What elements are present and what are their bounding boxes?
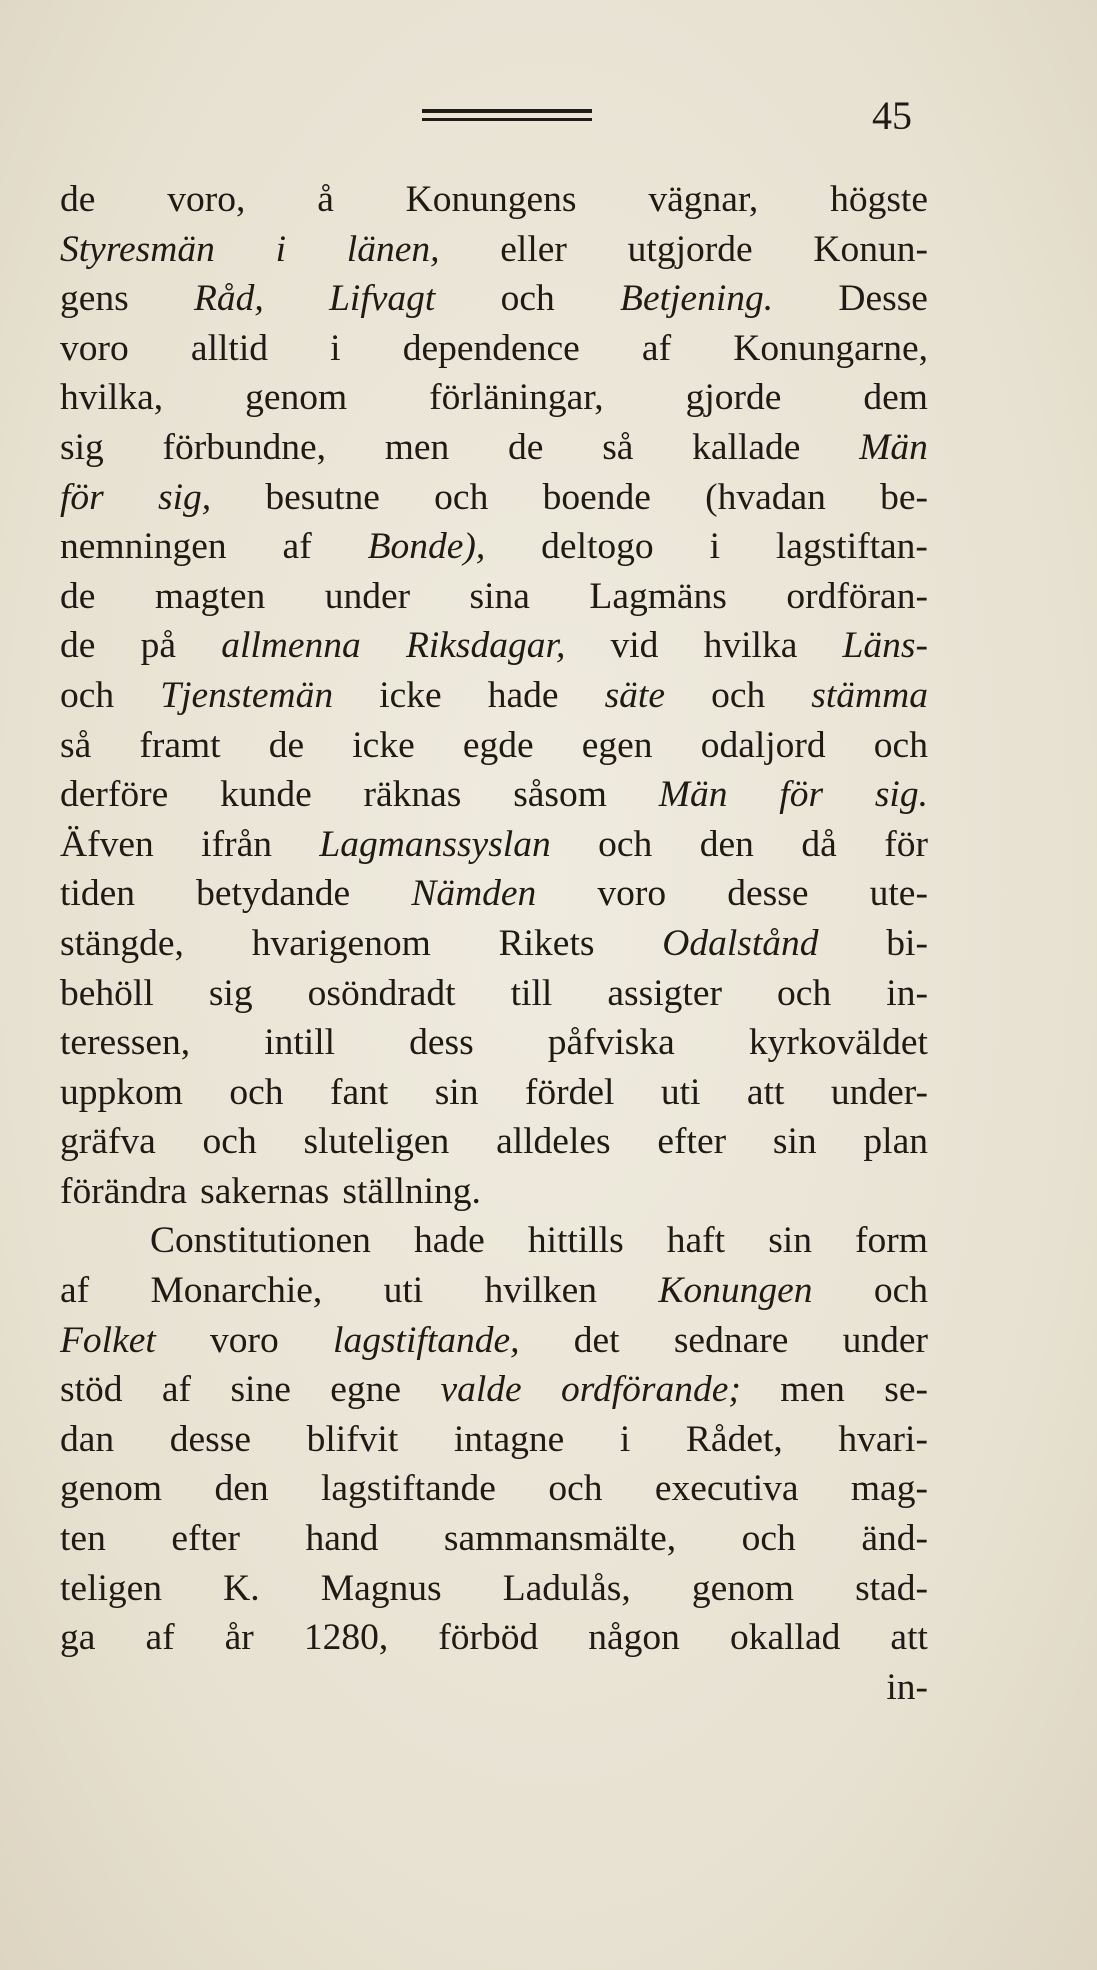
word: plan [863,1121,928,1163]
word: kyrkoväldet [748,1022,928,1064]
word: bi- [886,922,928,964]
word: och [711,674,766,716]
word: Rikets [498,922,595,964]
word: och [548,1468,603,1510]
word: egde [462,724,534,766]
word: efter [657,1121,727,1163]
word: voro [210,1319,279,1361]
word: se- [884,1369,928,1411]
word: hade [487,674,559,716]
text-line [60,621,928,671]
text-line [60,1464,928,1514]
word: af [60,1270,90,1312]
word: dan [60,1418,115,1460]
word: sednare [673,1319,789,1361]
text-line [60,175,928,225]
word: i [330,327,341,369]
word: Män [658,774,728,816]
word: på [140,625,176,667]
word: såsom [513,774,607,816]
word: voro [597,873,667,915]
word: sig. [874,774,928,816]
text-line [60,423,928,473]
word: änd- [861,1518,928,1560]
word: framt [139,724,221,766]
word: Betjening. [620,278,774,320]
word: Desse [838,278,928,320]
word: de [508,426,544,468]
word: gens [60,278,129,320]
text-line [60,473,928,523]
word: valde [440,1369,522,1411]
word: boende [542,476,651,518]
word: och [60,674,115,716]
word: Riksdagar, [405,625,566,667]
word: sammansmälte, [443,1518,677,1560]
word: Män [859,426,928,468]
word: förändra [60,1170,188,1212]
word: för [884,823,928,865]
word: ga [60,1617,96,1659]
word: sig, [158,476,212,518]
word: Konungen [658,1270,813,1312]
text-line [60,919,928,969]
word: till [510,972,553,1014]
word: assigter [607,972,722,1014]
word: sine [230,1369,291,1411]
word: mag- [850,1468,928,1510]
text-line [60,1216,928,1266]
word: och [598,823,653,865]
word: sig [208,972,253,1014]
word: stämma [811,674,928,716]
word: år [224,1617,254,1659]
text-line [60,1117,928,1167]
word: Lagmäns [589,575,727,617]
word: då [801,823,837,865]
text-line [60,1564,928,1614]
word: men [780,1369,845,1411]
word: in- [886,1666,928,1708]
word: af [145,1617,175,1659]
word: voro [60,327,129,369]
word: okallad [729,1617,841,1659]
word: osöndradt [307,972,456,1014]
text-line [60,1613,928,1663]
word: dependence [402,327,580,369]
word: förbundne, [162,426,326,468]
word: de [60,575,96,617]
word: Bonde), [367,526,486,568]
text-line [60,1663,928,1713]
word: Läns- [842,625,928,667]
word: uti [383,1270,424,1312]
word: fördel [524,1071,615,1113]
word: ifrån [201,823,272,865]
word: säte [604,674,666,716]
text-line [60,721,928,771]
word: hvari- [838,1418,928,1460]
word: haft [666,1220,726,1262]
word: Konungens [405,179,577,220]
word: ute- [869,873,928,915]
text-line [60,1415,928,1465]
word: Konungarne, [733,327,928,369]
word: tiden [60,873,135,915]
word: Odalstånd [662,922,819,964]
word: sin [768,1220,812,1262]
word: de [60,625,96,667]
text-line [60,869,928,919]
word: (hvadan [705,476,826,518]
word: dess [409,1022,474,1064]
word: Monarchie, [150,1270,323,1312]
word: kallade [692,426,801,468]
word: utgjorde [627,228,753,270]
word: blifvit [306,1418,399,1460]
text-line [60,1018,928,1068]
word: för [60,476,104,518]
text-line [60,1266,928,1316]
text-line [60,820,928,870]
text-line [60,1514,928,1564]
word: egen [581,724,653,766]
header-rule [422,109,592,121]
word: lagstiftan- [775,526,928,568]
body-text [60,175,928,1712]
word: sin [772,1121,817,1163]
word: förböd [438,1617,539,1659]
word: efter [171,1518,241,1560]
word: intill [264,1022,336,1064]
word: stöd [60,1369,123,1411]
word: de [60,179,96,220]
word: egne [330,1369,402,1411]
word: Tjenstemän [160,674,334,716]
text-line [60,1068,928,1118]
word: voro, [167,179,246,220]
word: Lifvagt [329,278,436,320]
word: desse [169,1418,251,1460]
word: af [641,327,672,369]
word: men [384,426,450,468]
word: hvilken [484,1270,598,1312]
word: fant [329,1071,389,1113]
text-line [60,1365,928,1415]
text-line [60,770,928,820]
word: af [282,526,312,568]
word: form [855,1220,928,1262]
word: hittills [527,1220,624,1262]
word: i [619,1418,631,1460]
word: under [842,1319,928,1361]
word: sakernas [200,1170,330,1212]
text-line [60,1167,928,1217]
word: den [214,1468,269,1510]
word: och [229,1071,284,1113]
text-line [60,324,928,374]
word: högste [830,179,928,220]
word: räknas [363,774,462,816]
word: någon [588,1617,680,1659]
word: länen, [346,228,440,270]
word: sluteligen [303,1121,450,1163]
word: sina [469,575,530,617]
word: och [202,1121,257,1163]
word: deltogo [541,526,654,568]
word: sig [60,426,104,468]
text-line [60,225,928,275]
word: betydande [196,873,351,915]
word: nemningen [60,526,227,568]
word: Lagmanssyslan [319,823,551,865]
word: odaljord [700,724,826,766]
word: Rådet, [685,1418,783,1460]
word: för [779,774,824,816]
text-line [60,1316,928,1366]
word: in- [886,972,928,1014]
word: påfviska [547,1022,675,1064]
text-line [60,522,928,572]
word: och [741,1518,796,1560]
text-line [60,572,928,622]
word: sin [434,1071,479,1113]
word: gjorde [685,377,782,419]
word: och [873,1270,928,1312]
word: vid [610,625,659,667]
word: genom [691,1567,794,1609]
word: besutne [265,476,380,518]
word: Ladulås, [502,1567,631,1609]
word: Äfven [60,823,154,865]
word: att [890,1617,928,1659]
word: och [777,972,832,1014]
word: eller [500,228,567,270]
word: ordföran- [786,575,928,617]
word: lagstiftande, [333,1319,520,1361]
text-line [60,274,928,324]
word: det [573,1319,620,1361]
word: de [268,724,305,766]
word: icke [352,724,415,766]
word: gräfva [60,1121,156,1163]
word: teressen, [60,1022,191,1064]
word: förläningar, [429,377,604,419]
word: att [746,1071,785,1113]
word: stängde, [60,922,184,964]
word: ställning. [342,1170,481,1212]
word: ordförande; [561,1369,741,1411]
word: och [873,724,928,766]
word: be- [880,476,928,518]
word: behöll [60,972,154,1014]
word: K. [223,1567,260,1609]
word: teligen [60,1567,163,1609]
word: Styresmän [60,228,215,270]
word: ten [60,1518,106,1560]
word: Folket [60,1319,156,1361]
word: vägnar, [648,179,759,220]
word: under- [830,1071,928,1113]
word: i [275,228,287,270]
word: af [161,1369,192,1411]
word: så [60,724,92,766]
text-line [60,969,928,1019]
word: uppkom [60,1071,183,1113]
word: intagne [453,1418,565,1460]
page-number: 45 [872,93,912,138]
word: allmenna [221,625,361,667]
text-line [60,373,928,423]
word: under [324,575,411,617]
word: stad- [855,1567,928,1609]
word: hand [305,1518,379,1560]
word: och [434,476,489,518]
word: kunde [220,774,312,816]
word: så [602,426,634,468]
word: executiva [654,1468,799,1510]
word: icke [379,674,442,716]
text-line [60,671,928,721]
word: derföre [60,774,169,816]
word: Råd, [194,278,264,320]
word: alldeles [496,1121,611,1163]
word: genom [245,377,348,419]
word: alltid [190,327,268,369]
word: dem [863,377,928,419]
word: den [699,823,754,865]
word: hade [413,1220,485,1262]
word: hvilka [703,625,798,667]
word: hvilka, [60,377,164,419]
word: och [500,278,555,320]
word: Konun- [813,228,928,270]
word: genom [60,1468,163,1510]
word: desse [727,873,809,915]
word: Constitutionen [150,1220,371,1262]
word: å [317,179,334,220]
word: hvarigenom [251,922,431,964]
word: Magnus [320,1567,442,1609]
word: i [709,526,720,568]
word: magten [154,575,266,617]
word: lagstiftande [320,1468,496,1510]
word: 1280, [303,1617,389,1659]
word: Nämden [411,873,537,915]
word: uti [660,1071,701,1113]
